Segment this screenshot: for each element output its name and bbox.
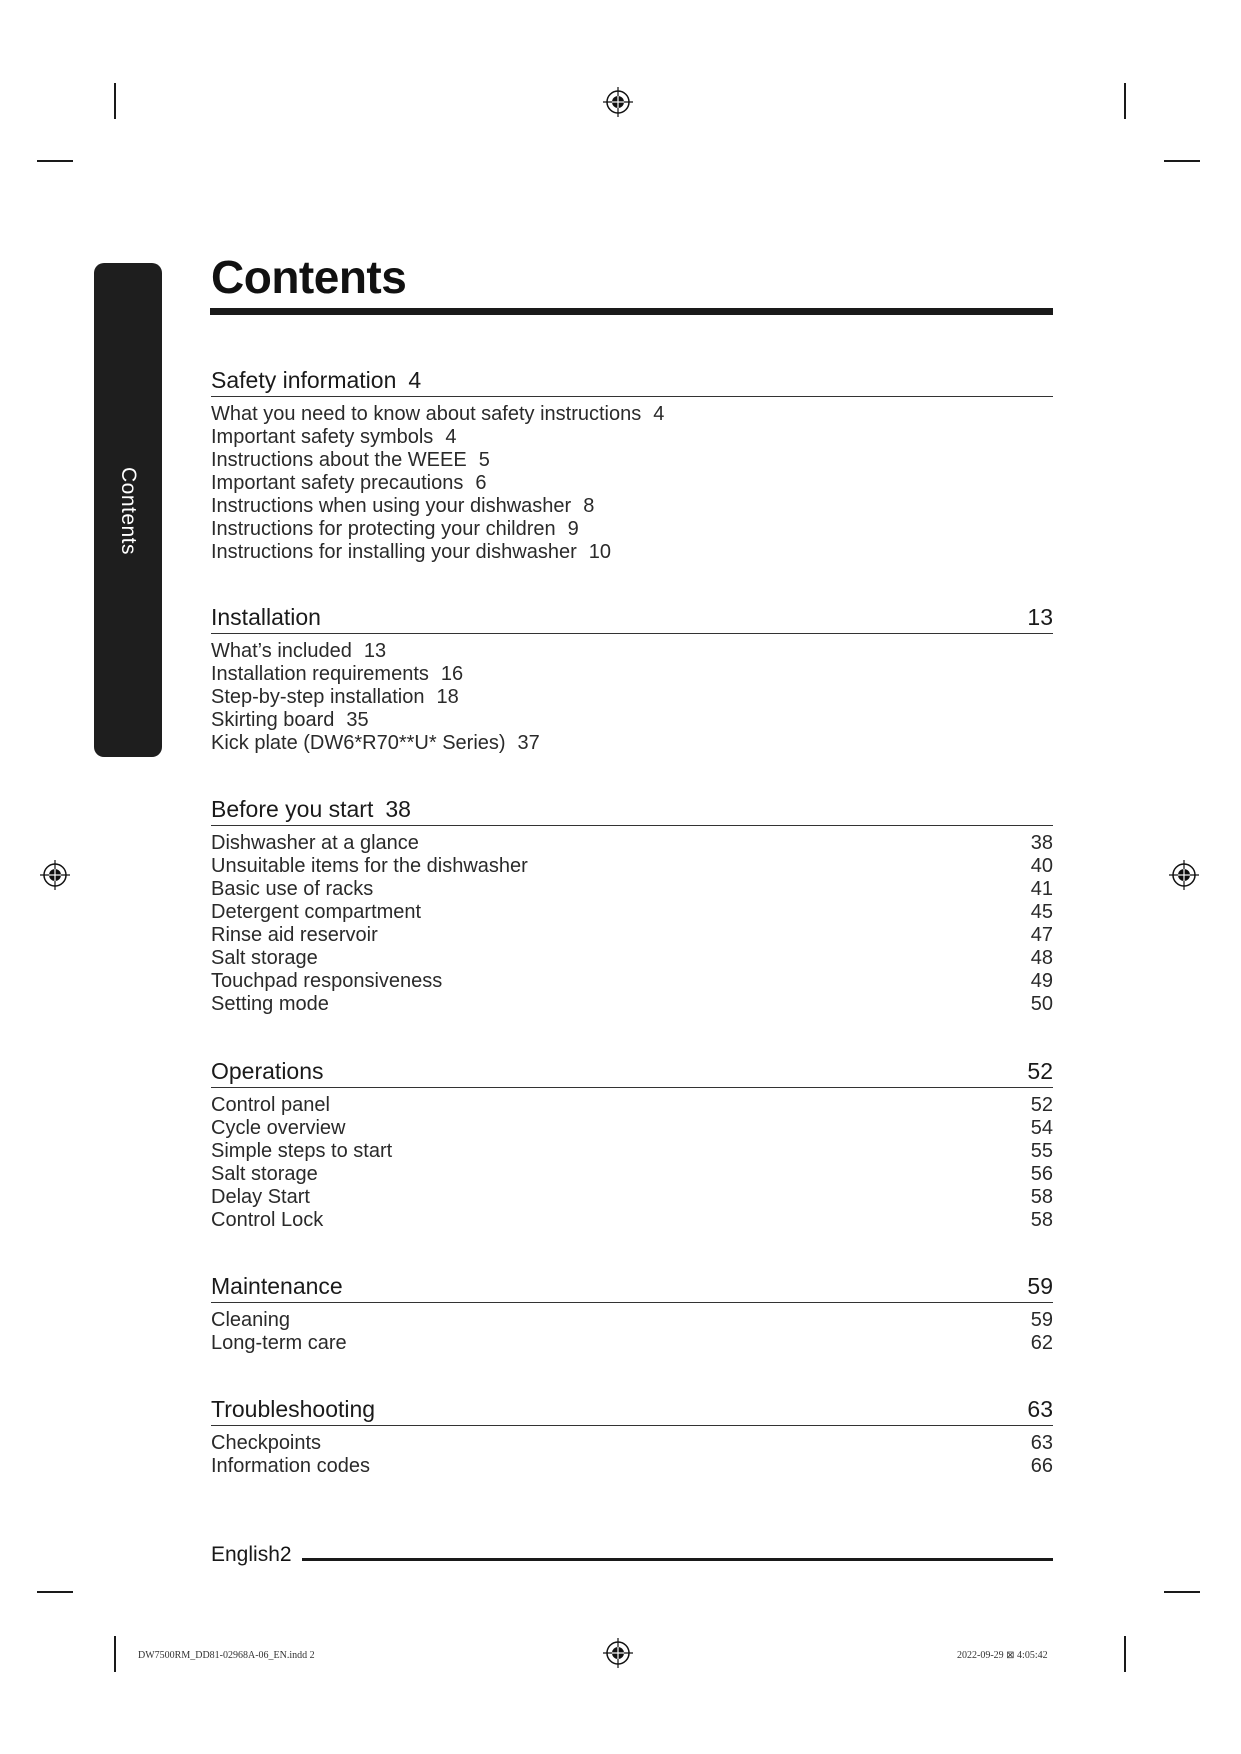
registration-mark-icon: [603, 87, 633, 117]
toc-entry-page: 5: [478, 449, 490, 471]
toc-entry-label: [211, 709, 369, 732]
toc-section: [211, 597, 1053, 755]
toc-entry-label: [211, 1140, 392, 1163]
toc-entry-page: 63: [1030, 1432, 1053, 1454]
toc-entry-text: Simple steps to start: [211, 1140, 393, 1162]
toc-entry[interactable]: [211, 472, 1053, 495]
toc-entry-page: 38: [1030, 832, 1053, 854]
toc-entry-text: Instructions for protecting your children: [211, 518, 556, 540]
toc-entry-text: Detergent compartment: [211, 901, 422, 923]
toc-entry-text: Cycle overview: [211, 1117, 346, 1139]
toc-entry-page: 16: [440, 663, 464, 685]
toc-entry-page: 66: [1030, 1455, 1053, 1477]
toc-entry-text: Information codes: [211, 1455, 370, 1477]
toc-entry[interactable]: [211, 993, 1053, 1016]
section-page-number: 38: [385, 796, 411, 822]
toc-entry[interactable]: [211, 709, 1053, 732]
toc-entry-page: 59: [1030, 1309, 1053, 1331]
crop-mark: [1124, 1636, 1126, 1672]
toc-entry-text: Salt storage: [211, 947, 318, 969]
toc-section: [211, 360, 1053, 564]
toc-entry-page: 41: [1030, 878, 1053, 900]
toc-entry-label: [211, 1209, 323, 1232]
section-title: [211, 367, 421, 394]
crop-mark: [37, 1591, 73, 1593]
toc-entry-label: [211, 426, 456, 449]
toc-entry-label: [211, 878, 373, 901]
page-footer: [211, 1543, 1053, 1571]
crop-mark: [1164, 160, 1200, 162]
section-title-text: Installation: [211, 604, 321, 630]
toc-entry-label: [211, 663, 463, 686]
toc-entry-page: 10: [588, 541, 611, 563]
toc-entry-text: Touchpad responsiveness: [211, 970, 443, 992]
toc-entry-label: [211, 686, 459, 709]
toc-entry-text: Dishwasher at a glance: [211, 832, 419, 854]
section-title-text: Before you start: [211, 796, 374, 822]
toc-entry[interactable]: [211, 855, 1053, 878]
section-title: [211, 796, 411, 823]
print-slug-timestamp: 2022-09-29 ⊠ 4:05:42: [957, 1650, 1048, 1661]
section-items: [211, 1094, 1053, 1232]
toc-entry-page: 40: [1030, 855, 1053, 877]
toc-entry[interactable]: [211, 640, 1053, 663]
toc-entry-label: [211, 541, 611, 564]
toc-entry-text: Delay Start: [211, 1186, 310, 1208]
toc-entry-page: 37: [517, 732, 540, 754]
toc-entry[interactable]: [211, 663, 1053, 686]
toc-entry[interactable]: [211, 1209, 1053, 1232]
toc-entry-page: 58: [1030, 1186, 1053, 1208]
section-page-number: 63: [1027, 1396, 1053, 1422]
toc-entry[interactable]: [211, 901, 1053, 924]
toc-entry-text: Control panel: [211, 1094, 330, 1116]
toc-entry-text: Kick plate (DW6*R70**U* Series): [211, 732, 506, 754]
toc-entry-label: [211, 970, 442, 993]
toc-entry[interactable]: [211, 1140, 1053, 1163]
registration-mark-icon: [603, 1638, 633, 1668]
toc-entry[interactable]: [211, 1455, 1053, 1478]
toc-entry[interactable]: [211, 878, 1053, 901]
toc-entry-label: [211, 472, 486, 495]
toc-entry[interactable]: [211, 449, 1053, 472]
section-title-text: Operations: [211, 1058, 324, 1084]
toc-entry-label: [211, 855, 528, 878]
toc-entry-page: 58: [1030, 1209, 1053, 1231]
toc-entry-label: [211, 901, 421, 924]
toc-entry[interactable]: [211, 518, 1053, 541]
toc-entry-page: 47: [1030, 924, 1053, 946]
toc-entry-text: Checkpoints: [211, 1432, 322, 1454]
toc-section: [211, 789, 1053, 1016]
toc-section: [211, 1266, 1053, 1355]
toc-entry[interactable]: [211, 686, 1053, 709]
toc-entry[interactable]: [211, 403, 1053, 426]
toc-entry-page: 4: [653, 403, 665, 425]
toc-entry-text: Installation requirements: [211, 663, 429, 685]
toc-entry-page: 45: [1030, 901, 1053, 923]
toc-entry[interactable]: [211, 832, 1053, 855]
toc-entry-page: 4: [445, 426, 457, 448]
toc-entry[interactable]: [211, 1186, 1053, 1209]
toc-section: [211, 1051, 1053, 1232]
side-tab: [94, 263, 162, 757]
section-heading[interactable]: [211, 1389, 1053, 1426]
section-items: [211, 832, 1053, 1016]
toc-entry-page: 49: [1030, 970, 1053, 992]
section-title: [211, 1273, 343, 1300]
toc-entry[interactable]: [211, 426, 1053, 449]
section-title-text: Safety information: [211, 367, 397, 393]
toc-entry-label: [211, 993, 329, 1016]
section-heading[interactable]: [211, 1051, 1053, 1088]
toc-entry[interactable]: [211, 732, 1053, 755]
toc-entry-label: [211, 1163, 318, 1186]
registration-mark-icon: [40, 860, 70, 890]
toc-entry-label: [211, 1094, 330, 1117]
section-title: [211, 1396, 375, 1423]
toc-entry-page: 6: [475, 472, 487, 494]
toc-entry-label: [211, 640, 386, 663]
toc-entry-label: [211, 495, 594, 518]
toc-entry-label: [211, 832, 419, 855]
toc-entry-page: 48: [1030, 947, 1053, 969]
toc-entry[interactable]: [211, 1309, 1053, 1332]
toc-entry-label: [211, 947, 318, 970]
registration-mark-icon: [1169, 860, 1199, 890]
print-slug-file: DW7500RM_DD81-02968A-06_EN.indd 2: [138, 1650, 315, 1661]
title-rule: [210, 308, 1053, 315]
toc-entry-text: Salt storage: [211, 1163, 318, 1185]
section-title-text: Maintenance: [211, 1273, 343, 1299]
toc-entry[interactable]: [211, 495, 1053, 518]
toc-entry-text: Instructions about the WEEE: [211, 449, 467, 471]
toc-entry-text: Instructions for installing your dishwasher: [211, 541, 577, 563]
section-items: [211, 1432, 1053, 1478]
toc-entry-text: Unsuitable items for the dishwasher: [211, 855, 528, 877]
toc-entry-text: What you need to know about safety instructions: [211, 403, 642, 425]
page-title: Contents: [211, 251, 407, 303]
toc-entry-label: [211, 1432, 321, 1455]
section-page-number: 13: [1027, 604, 1053, 630]
toc-entry-label: [211, 732, 540, 755]
toc-entry-text: Basic use of racks: [211, 878, 374, 900]
section-items: [211, 640, 1053, 755]
section-heading[interactable]: [211, 597, 1053, 634]
toc-entry-text: Skirting board: [211, 709, 335, 731]
toc-entry-page: 8: [583, 495, 595, 517]
section-title: [211, 604, 321, 631]
footer-language: [211, 1543, 292, 1567]
section-heading[interactable]: [211, 1266, 1053, 1303]
toc-entry-page: 50: [1030, 993, 1053, 1015]
toc-entry-label: [211, 1117, 345, 1140]
toc-entry-text: What’s included: [211, 640, 352, 662]
toc-entry-label: [211, 1309, 290, 1332]
toc-entry[interactable]: [211, 1332, 1053, 1355]
toc-entry-label: [211, 518, 579, 541]
toc-entry-page: 52: [1030, 1094, 1053, 1116]
toc-entry[interactable]: [211, 1432, 1053, 1455]
toc-entry-label: [211, 403, 664, 426]
section-items: [211, 403, 1053, 564]
toc-entry[interactable]: [211, 970, 1053, 993]
toc-entry[interactable]: [211, 1163, 1053, 1186]
toc-entry-label: [211, 924, 378, 947]
crop-mark: [114, 83, 116, 119]
toc-entry-page: 18: [436, 686, 459, 708]
toc-entry-text: Instructions when using your dishwasher: [211, 495, 572, 517]
section-page-number: 52: [1027, 1058, 1053, 1084]
toc-entry-page: 62: [1030, 1332, 1053, 1354]
toc-entry[interactable]: [211, 1117, 1053, 1140]
toc-entry[interactable]: [211, 947, 1053, 970]
toc-entry-text: Important safety precautions: [211, 472, 464, 494]
toc-entry-page: 54: [1030, 1117, 1053, 1139]
toc-entry-page: 35: [346, 709, 369, 731]
toc-entry-text: Setting mode: [211, 993, 329, 1015]
section-heading[interactable]: [211, 789, 1053, 826]
toc-section: [211, 1389, 1053, 1478]
toc-entry-label: [211, 1186, 310, 1209]
footer-page-number: 2: [279, 1543, 292, 1566]
crop-mark: [1124, 83, 1126, 119]
footer-rule: [302, 1558, 1053, 1561]
toc-entry-page: 13: [363, 640, 387, 662]
section-heading[interactable]: [211, 360, 1053, 397]
toc-entry-label: [211, 1332, 347, 1355]
toc-entry[interactable]: [211, 541, 1053, 564]
footer-language-label: English: [211, 1543, 280, 1566]
toc-entry-page: 55: [1030, 1140, 1053, 1162]
section-title-text: Troubleshooting: [211, 1396, 376, 1422]
crop-mark: [37, 160, 73, 162]
crop-mark: [114, 1636, 116, 1672]
toc-entry-text: Cleaning: [211, 1309, 290, 1331]
toc-entry[interactable]: [211, 924, 1053, 947]
toc-entry-page: 9: [567, 518, 579, 540]
side-tab-label: Contents: [117, 466, 140, 556]
toc-entry-label: [211, 449, 490, 472]
toc-entry-label: [211, 1455, 370, 1478]
section-page-number: 59: [1027, 1273, 1053, 1299]
section-title: [211, 1058, 324, 1085]
section-page-number: 4: [408, 367, 422, 393]
toc-entry-text: Control Lock: [211, 1209, 324, 1231]
toc-entry-page: 56: [1030, 1163, 1053, 1185]
toc-entry-text: Step-by-step installation: [211, 686, 425, 708]
toc-entry-text: Rinse aid reservoir: [211, 924, 378, 946]
toc-entry-text: Important safety symbols: [211, 426, 434, 448]
section-items: [211, 1309, 1053, 1355]
crop-mark: [1164, 1591, 1200, 1593]
toc-entry-text: Long-term care: [211, 1332, 347, 1354]
toc-entry[interactable]: [211, 1094, 1053, 1117]
